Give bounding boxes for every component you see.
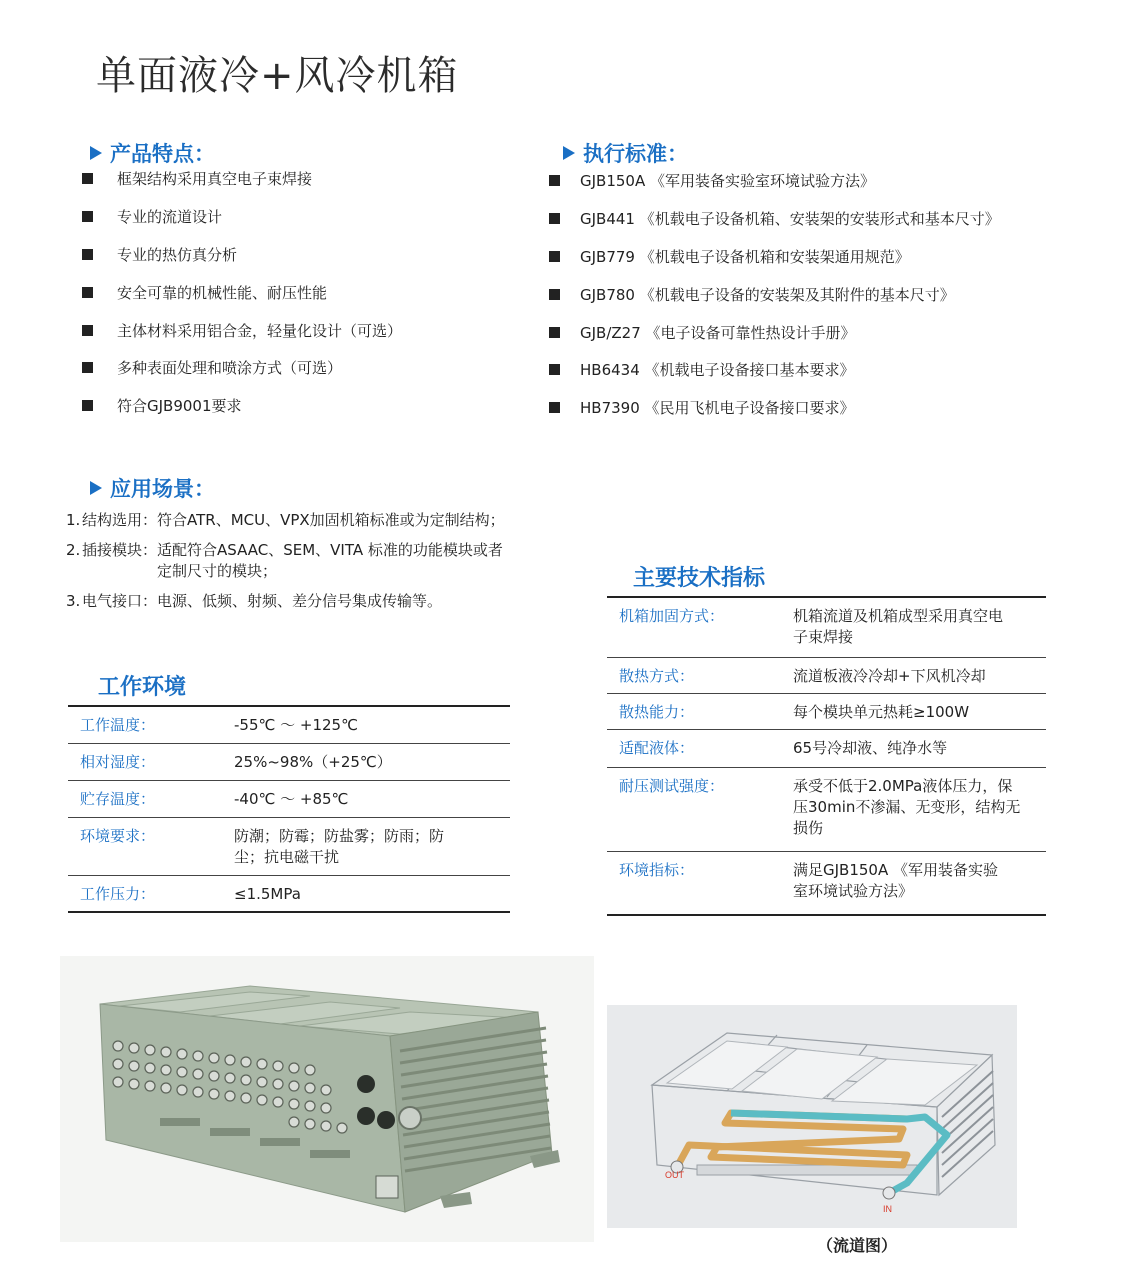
out-port-label: OUT bbox=[665, 1170, 684, 1180]
features-list bbox=[82, 160, 522, 425]
chassis-photo bbox=[60, 956, 594, 1242]
environment-table bbox=[68, 705, 510, 913]
table-row: 耐压测试强度： 承受不低于2.0MPa液体压力，保压30min不渗漏、无变形，结构无损伤 bbox=[607, 767, 1046, 851]
applications-list bbox=[66, 510, 516, 621]
chassis-illustration bbox=[60, 956, 594, 1242]
specs-heading: 主要技术指标 bbox=[633, 566, 766, 591]
standards-list bbox=[549, 162, 1109, 427]
applications-heading-label: 应用场景： bbox=[110, 477, 215, 501]
list-item: 3. 电气接口： 电源、低频、射频、差分信号集成传输等。 bbox=[66, 592, 443, 610]
list-item: GJB/Z27 《电子设备可靠性热设计手册》 bbox=[549, 313, 1109, 351]
environment-heading: 工作环境 bbox=[98, 675, 187, 700]
table-row: 机箱加固方式： 机箱流道及机箱成型采用真空电子束焊接 bbox=[607, 597, 1046, 657]
flow-diagram-illustration bbox=[607, 1005, 1017, 1228]
list-item: GJB780 《机载电子设备的安装架及其附件的基本尺寸》 bbox=[549, 275, 1109, 313]
list-item: 框架结构采用真空电子束焊接 bbox=[82, 160, 522, 198]
square-bullet-icon bbox=[82, 287, 93, 298]
table-row: 适配液体： 65号冷却液、纯净水等 bbox=[607, 729, 1046, 767]
square-bullet-icon bbox=[549, 175, 560, 186]
flow-diagram-caption: （流道图） bbox=[816, 1236, 897, 1255]
features-heading-label: 产品特点： bbox=[110, 142, 215, 166]
standards-heading-label: 执行标准： bbox=[583, 142, 688, 166]
table-row: 相对湿度： 25%~98%（+25℃） bbox=[68, 743, 510, 780]
square-bullet-icon bbox=[82, 325, 93, 336]
triangle-bullet-icon bbox=[90, 481, 102, 495]
list-item: HB6434 《机载电子设备接口基本要求》 bbox=[549, 351, 1109, 389]
square-bullet-icon bbox=[549, 213, 560, 224]
list-item: GJB150A 《军用装备实验室环境试验方法》 bbox=[549, 162, 1109, 200]
applications-heading bbox=[90, 473, 215, 503]
square-bullet-icon bbox=[549, 402, 560, 413]
list-item: 安全可靠的机械性能、耐压性能 bbox=[82, 273, 522, 311]
list-item: 1. 结构选用： 符合ATR、MCU、VPX加固机箱标准或为定制结构； bbox=[66, 511, 505, 529]
table-row: 工作压力： ≤1.5MPa bbox=[68, 875, 510, 912]
table-row: 环境要求： 防潮；防霉；防盐雾；防雨；防尘；抗电磁干扰 bbox=[68, 817, 510, 875]
flow-diagram bbox=[607, 1005, 1017, 1228]
table-row: 贮存温度： -40℃ ～ +85℃ bbox=[68, 780, 510, 817]
table-row: 散热方式： 流道板液冷冷却+下风机冷却 bbox=[607, 657, 1046, 693]
page-title: 单面液冷+风冷机箱 bbox=[96, 53, 459, 99]
list-item: 多种表面处理和喷涂方式（可选） bbox=[82, 349, 522, 387]
list-item: 专业的流道设计 bbox=[82, 198, 522, 236]
square-bullet-icon bbox=[549, 364, 560, 375]
list-item: 主体材料采用铝合金，轻量化设计（可选） bbox=[82, 311, 522, 349]
square-bullet-icon bbox=[82, 249, 93, 260]
list-item: 专业的热仿真分析 bbox=[82, 236, 522, 274]
square-bullet-icon bbox=[549, 327, 560, 338]
square-bullet-icon bbox=[549, 251, 560, 262]
triangle-bullet-icon bbox=[563, 146, 575, 160]
list-item: HB7390 《民用飞机电子设备接口要求》 bbox=[549, 389, 1109, 427]
specs-table bbox=[607, 596, 1046, 916]
triangle-bullet-icon bbox=[90, 146, 102, 160]
table-row: 工作温度： -55℃ ～ +125℃ bbox=[68, 706, 510, 743]
square-bullet-icon bbox=[82, 173, 93, 184]
list-item: 2. 插接模块： 适配符合ASAAC、SEM、VITA 标准的功能模块或者定制尺寸的模块； bbox=[66, 541, 503, 580]
list-item: GJB441 《机载电子设备机箱、安装架的安装形式和基本尺寸》 bbox=[549, 200, 1109, 238]
square-bullet-icon bbox=[82, 362, 93, 373]
square-bullet-icon bbox=[82, 400, 93, 411]
list-item: GJB779 《机载电子设备机箱和安装架通用规范》 bbox=[549, 238, 1109, 276]
square-bullet-icon bbox=[82, 211, 93, 222]
table-row: 环境指标： 满足GJB150A 《军用装备实验室环境试验方法》 bbox=[607, 851, 1046, 915]
in-port-label: IN bbox=[883, 1204, 892, 1214]
table-row: 散热能力： 每个模块单元热耗≥100W bbox=[607, 693, 1046, 729]
square-bullet-icon bbox=[549, 289, 560, 300]
list-item: 符合GJB9001要求 bbox=[82, 387, 522, 425]
